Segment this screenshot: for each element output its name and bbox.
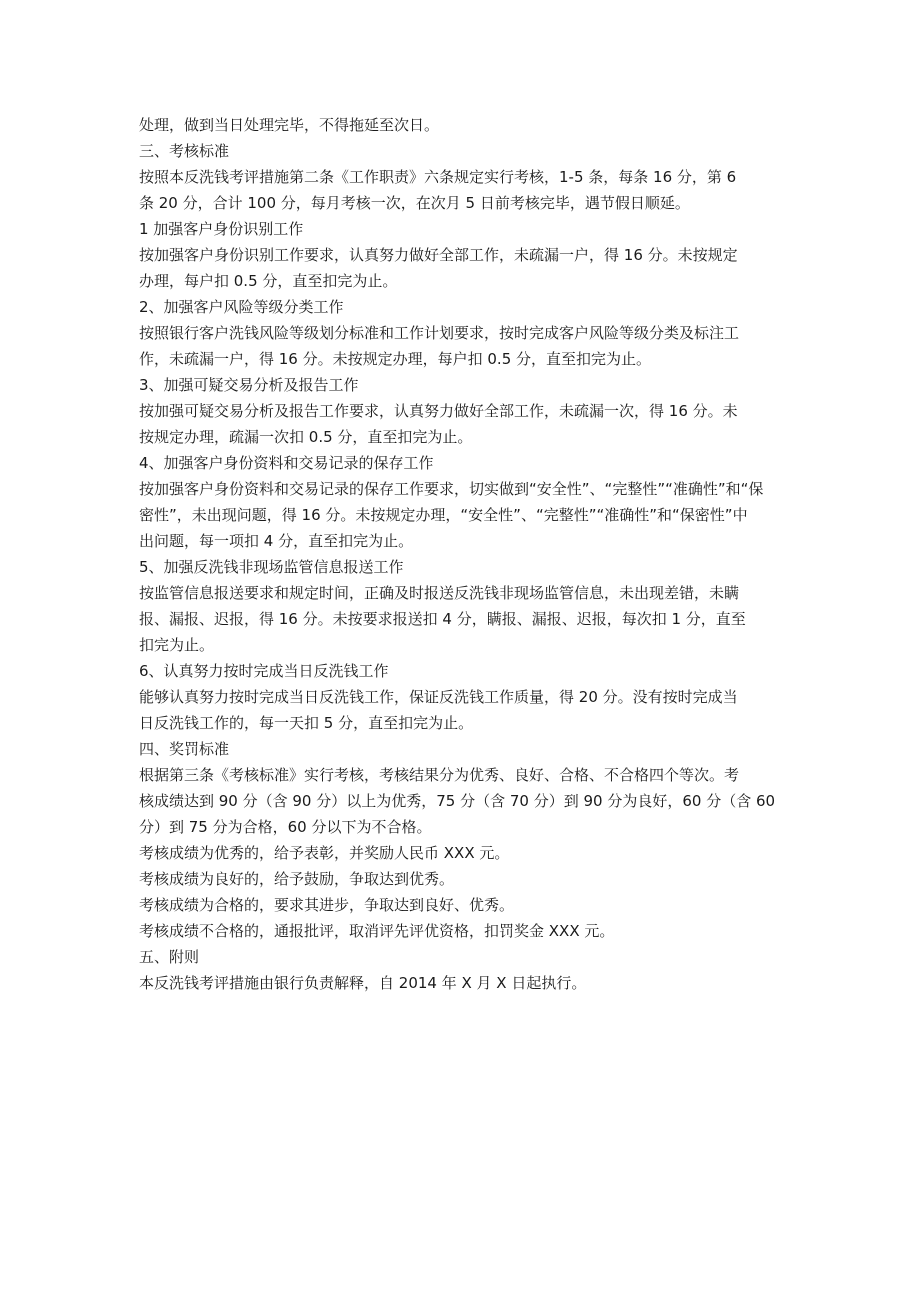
document-body	[139, 112, 783, 996]
section-heading: 五、附则	[139, 948, 200, 966]
text-line: 办理，每户扣 0.5 分，直至扣完为止。	[139, 272, 398, 290]
text-line: 考核成绩为合格的，要求其进步，争取达到良好、优秀。	[139, 896, 515, 914]
text-line: 处理，做到当日处理完毕，不得拖延至次日。	[139, 116, 440, 134]
text-line: 分）到 75 分为合格，60 分以下为不合格。	[139, 818, 432, 836]
section-heading: 四、奖罚标准	[139, 740, 230, 758]
text-line: 根据第三条《考核标准》实行考核，考核结果分为优秀、良好、合格、不合格四个等次。考	[139, 766, 740, 784]
text-line: 考核成绩为良好的，给予鼓励，争取达到优秀。	[139, 870, 455, 888]
text-line: 密性”，未出现问题，得 16 分。未按规定办理，“安全性”、“完整性”“准确性”和“保密性”中	[139, 506, 748, 524]
item-heading: 2、加强客户风险等级分类工作	[139, 298, 344, 316]
text-line: 报、漏报、迟报，得 16 分。未按要求报送扣 4 分，瞒报、漏报、迟报，每次扣 1 分，直至	[139, 610, 746, 628]
item-heading: 5、加强反洗钱非现场监管信息报送工作	[139, 558, 404, 576]
item-heading: 6、认真努力按时完成当日反洗钱工作	[139, 662, 389, 680]
text-line: 按加强可疑交易分析及报告工作要求，认真努力做好全部工作，未疏漏一次，得 16 分。未	[139, 402, 738, 420]
text-line: 核成绩达到 90 分（含 90 分）以上为优秀，75 分（含 70 分）到 90 分为良好，60 分（含 60	[139, 792, 776, 810]
text-line: 按照本反洗钱考评措施第二条《工作职责》六条规定实行考核，1-5 条，每条 16 分，第 6	[139, 168, 737, 186]
item-heading: 1 加强客户身份识别工作	[139, 220, 304, 238]
item-heading: 4、加强客户身份资料和交易记录的保存工作	[139, 454, 434, 472]
text-line: 出问题，每一项扣 4 分，直至扣完为止。	[139, 532, 414, 550]
section-heading: 三、考核标准	[139, 142, 230, 160]
text-line: 按照银行客户洗钱风险等级划分标准和工作计划要求，按时完成客户风险等级分类及标注工	[139, 324, 740, 342]
text-line: 扣完为止。	[139, 636, 215, 654]
text-line: 考核成绩不合格的，通报批评，取消评先评优资格，扣罚奖金 XXX 元。	[139, 922, 615, 940]
text-line: 考核成绩为优秀的，给予表彰，并奖励人民币 XXX 元。	[139, 844, 510, 862]
text-line: 按规定办理，疏漏一次扣 0.5 分，直至扣完为止。	[139, 428, 473, 446]
text-line: 本反洗钱考评措施由银行负责解释，自 2014 年 X 月 X 日起执行。	[139, 974, 587, 992]
item-heading: 3、加强可疑交易分析及报告工作	[139, 376, 359, 394]
text-line: 日反洗钱工作的，每一天扣 5 分，直至扣完为止。	[139, 714, 474, 732]
text-line: 条 20 分，合计 100 分，每月考核一次，在次月 5 日前考核完毕，遇节假日顺延。	[139, 194, 690, 212]
text-line: 按加强客户身份资料和交易记录的保存工作要求，切实做到“安全性”、“完整性”“准确性”和“保	[139, 480, 764, 498]
text-line: 能够认真努力按时完成当日反洗钱工作，保证反洗钱工作质量，得 20 分。没有按时完成当	[139, 688, 738, 706]
text-line: 按加强客户身份识别工作要求，认真努力做好全部工作，未疏漏一户，得 16 分。未按规定	[139, 246, 738, 264]
text-line: 作，未疏漏一户，得 16 分。未按规定办理，每户扣 0.5 分，直至扣完为止。	[139, 350, 652, 368]
text-line: 按监管信息报送要求和规定时间，正确及时报送反洗钱非现场监管信息，未出现差错，未瞒	[139, 584, 740, 602]
